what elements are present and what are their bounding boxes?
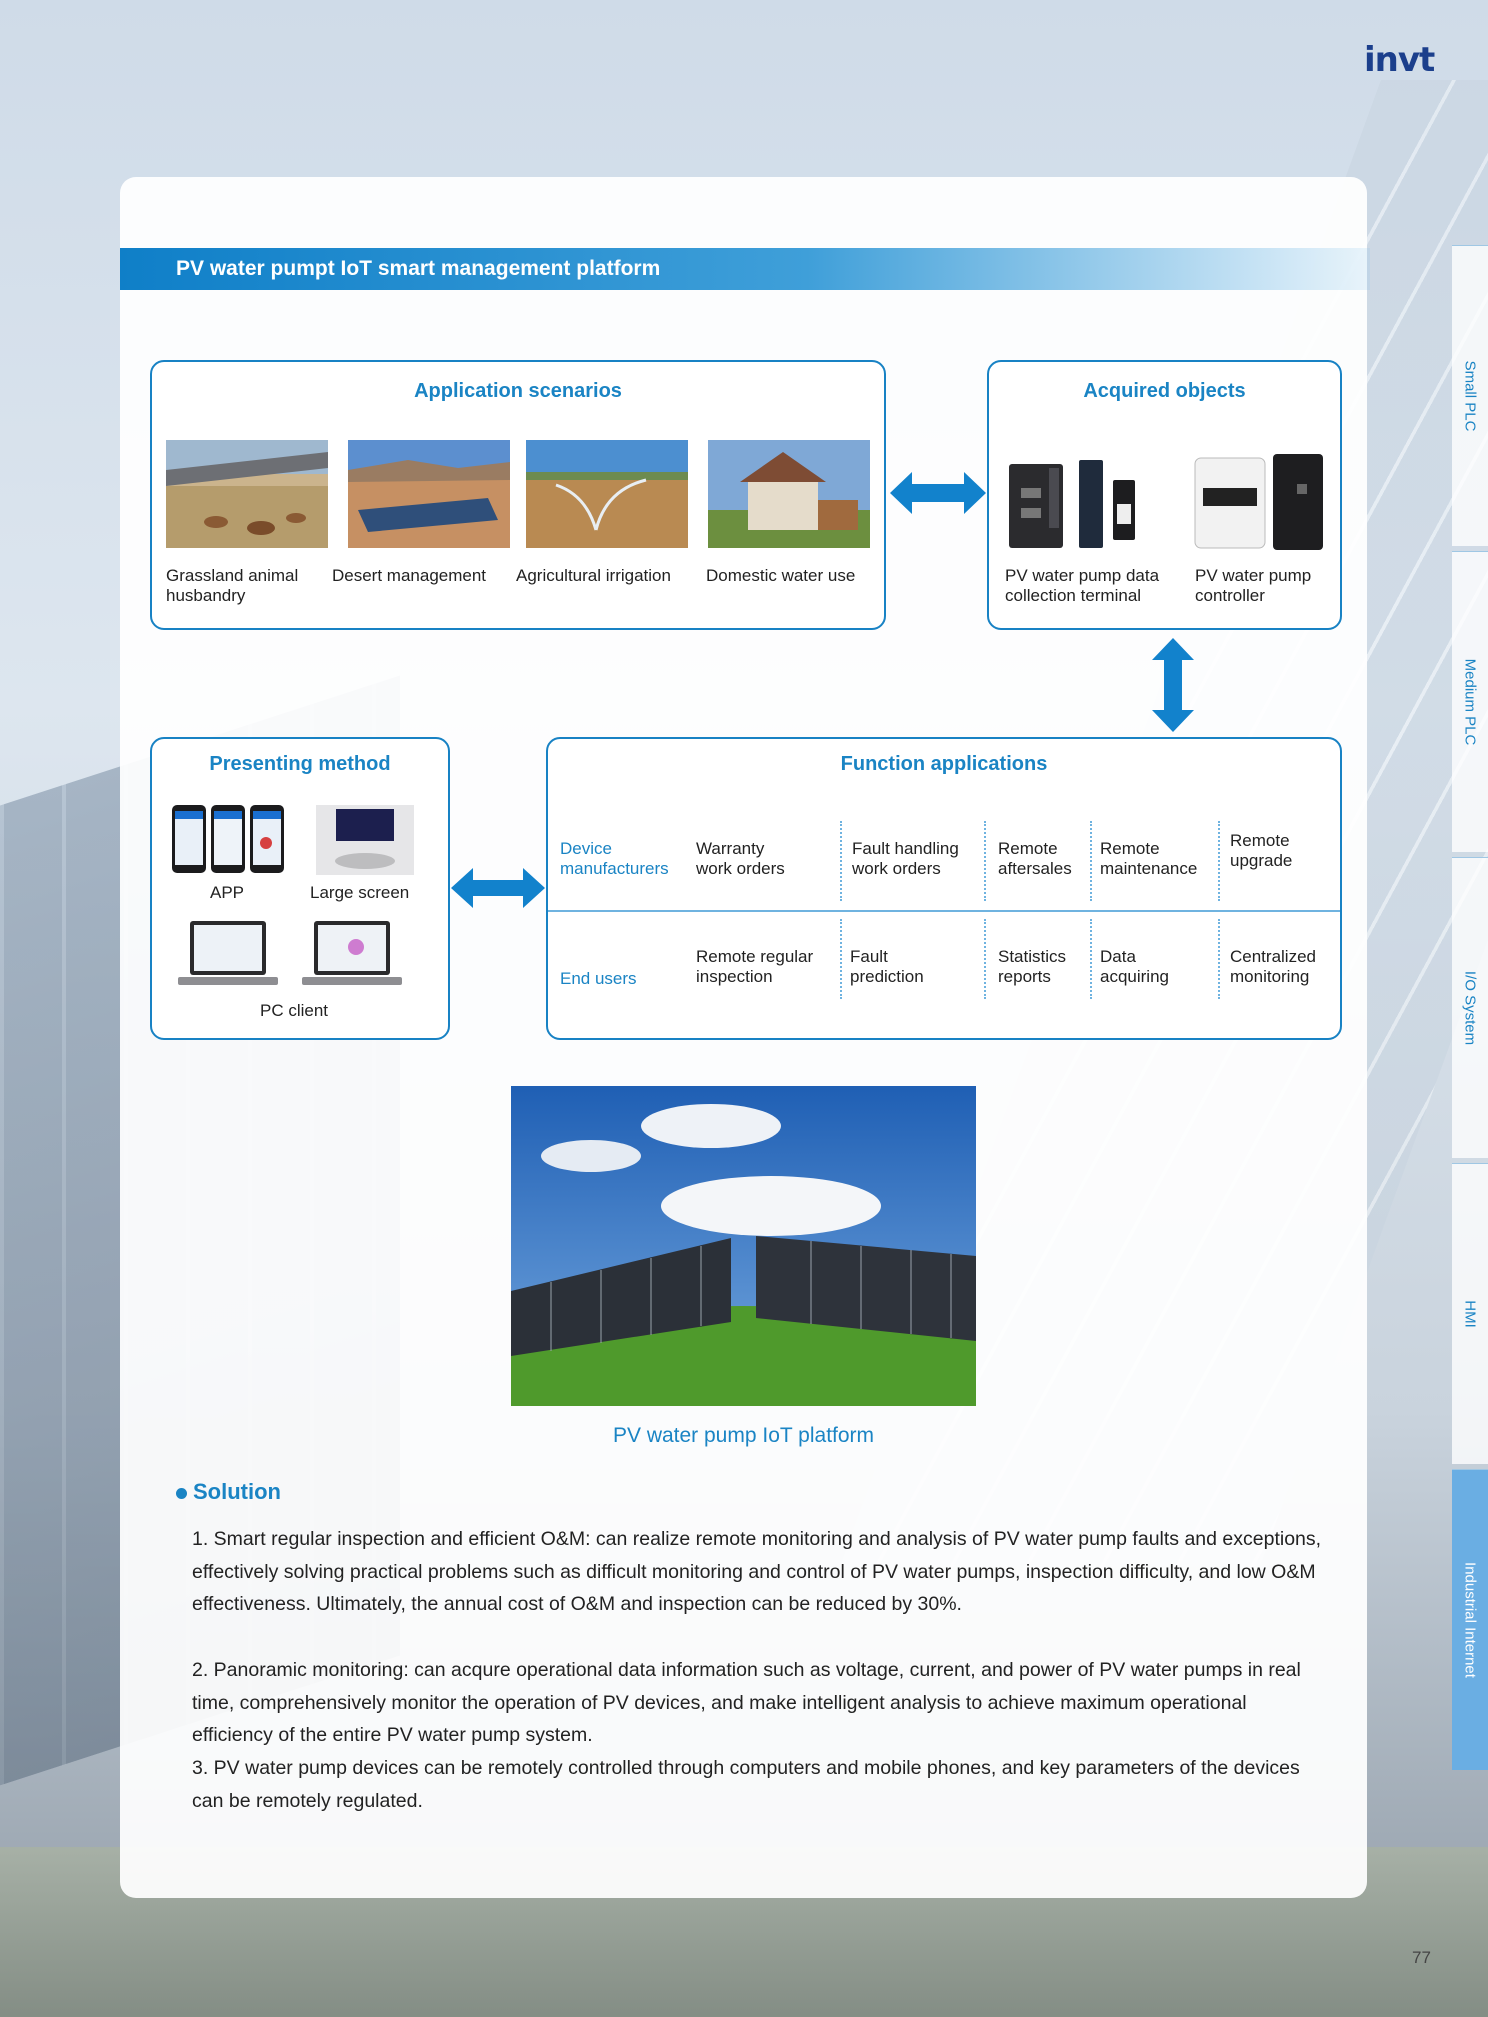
function-fault-handling: Fault handling work orders	[852, 839, 959, 878]
function-remote-maintenance: Remote maintenance	[1100, 839, 1198, 878]
function-applications-box	[546, 737, 1342, 1040]
tab-io-system[interactable]: I/O System	[1452, 857, 1488, 1158]
tab-small-plc[interactable]: Small PLC	[1452, 245, 1488, 546]
large-screen-icon	[316, 805, 414, 875]
double-arrow-horizontal-icon	[451, 866, 545, 910]
caption-pump-controller: PV water pump controller	[1195, 566, 1312, 605]
column-divider	[1090, 919, 1092, 999]
caption-irrigation: Agricultural irrigation	[516, 566, 671, 585]
solution-paragraph-1: 1. Smart regular inspection and efficient O&M: can realize remote monitoring and analysis of PV water pump faults and exceptions, effectively solving practical problems such as difficult monitoring and control of PV water pumps, inspection difficulty, and low O&M effectiveness. Ultimately, the annual cost of O&M and inspection can be reduced by 30%.	[192, 1528, 1322, 1616]
caption-grassland: Grassland animal husbandry	[166, 566, 299, 605]
caption-desert: Desert management	[332, 566, 487, 585]
solution-paragraph-2: 2. Panoramic monitoring: can acqure operational data information such as voltage, current, and power of PV water pumps in real time, comprehensively monitor the operation of PV devices, and make intelligent analysis to achieve maximum operational efficiency of the entire PV water pump system.	[192, 1659, 1301, 1747]
grassland-photo	[166, 440, 328, 548]
device-manufacturers-label: Device manufacturers	[560, 839, 669, 878]
function-remote-aftersales: Remote aftersales	[998, 839, 1072, 878]
brand-logo-text: invt	[1364, 40, 1435, 80]
double-arrow-vertical-icon	[1150, 638, 1196, 732]
phone-app-icon	[170, 803, 286, 875]
section-title-bar	[120, 248, 1370, 290]
tab-medium-plc[interactable]: Medium PLC	[1452, 551, 1488, 852]
caption-data-terminal: PV water pump data collection terminal	[1005, 566, 1160, 605]
column-divider	[840, 919, 842, 999]
function-statistics-reports: Statistics reports	[998, 947, 1067, 986]
brand-logo	[1364, 40, 1434, 80]
column-divider	[1218, 919, 1220, 999]
function-remote-upgrade: Remote upgrade	[1230, 831, 1293, 870]
caption-domestic: Domestic water use	[706, 566, 856, 585]
application-scenarios-box	[150, 360, 886, 630]
column-divider	[984, 919, 986, 999]
column-divider	[984, 821, 986, 901]
pv-platform-photo	[511, 1086, 976, 1406]
caption-pc-client: PC client	[260, 1001, 329, 1020]
section-title: PV water pumpt IoT smart management platform	[176, 257, 661, 280]
function-warranty: Warranty work orders	[696, 839, 785, 878]
column-divider	[1090, 821, 1092, 901]
bullet-icon	[176, 1488, 187, 1499]
column-divider	[840, 821, 842, 901]
solution-paragraph-3: 3. PV water pump devices can be remotely controlled through computers and mobile phones, and key parameters of the devices can be remotely regulated.	[192, 1757, 1300, 1812]
acquired-objects-box	[987, 360, 1342, 630]
presenting-method-box	[150, 737, 450, 1040]
function-data-acquiring: Data acquiring	[1100, 947, 1169, 986]
laptop-icon	[178, 921, 278, 987]
tab-industrial-internet[interactable]: Industrial Internet	[1452, 1469, 1488, 1770]
function-remote-regular-inspection: Remote regular inspection	[696, 947, 814, 986]
laptop-map-icon	[302, 921, 402, 987]
irrigation-photo	[526, 440, 688, 548]
tab-hmi[interactable]: HMI	[1452, 1163, 1488, 1464]
application-scenarios-heading: Application scenarios	[414, 380, 622, 402]
caption-app: APP	[210, 883, 245, 902]
row-divider	[548, 910, 1340, 912]
double-arrow-horizontal-icon	[890, 470, 986, 516]
column-divider	[1218, 821, 1220, 901]
pump-controller-device-icon	[1193, 454, 1325, 552]
acquired-objects-heading: Acquired objects	[1083, 380, 1246, 402]
caption-large-screen: Large screen	[310, 883, 410, 902]
end-users-label: End users	[560, 969, 637, 988]
function-fault-prediction: Fault prediction	[850, 947, 924, 986]
function-applications-heading: Function applications	[840, 753, 1048, 775]
desert-photo	[348, 440, 510, 548]
function-centralized-monitoring: Centralized monitoring	[1230, 947, 1316, 986]
page-number: 77	[1412, 1948, 1431, 1967]
data-terminal-device-icon	[1007, 458, 1137, 550]
solution-heading: Solution	[176, 1479, 281, 1505]
domestic-photo	[708, 440, 870, 548]
pv-platform-caption: PV water pump IoT platform	[612, 1424, 875, 1447]
presenting-method-heading: Presenting method	[209, 753, 391, 775]
